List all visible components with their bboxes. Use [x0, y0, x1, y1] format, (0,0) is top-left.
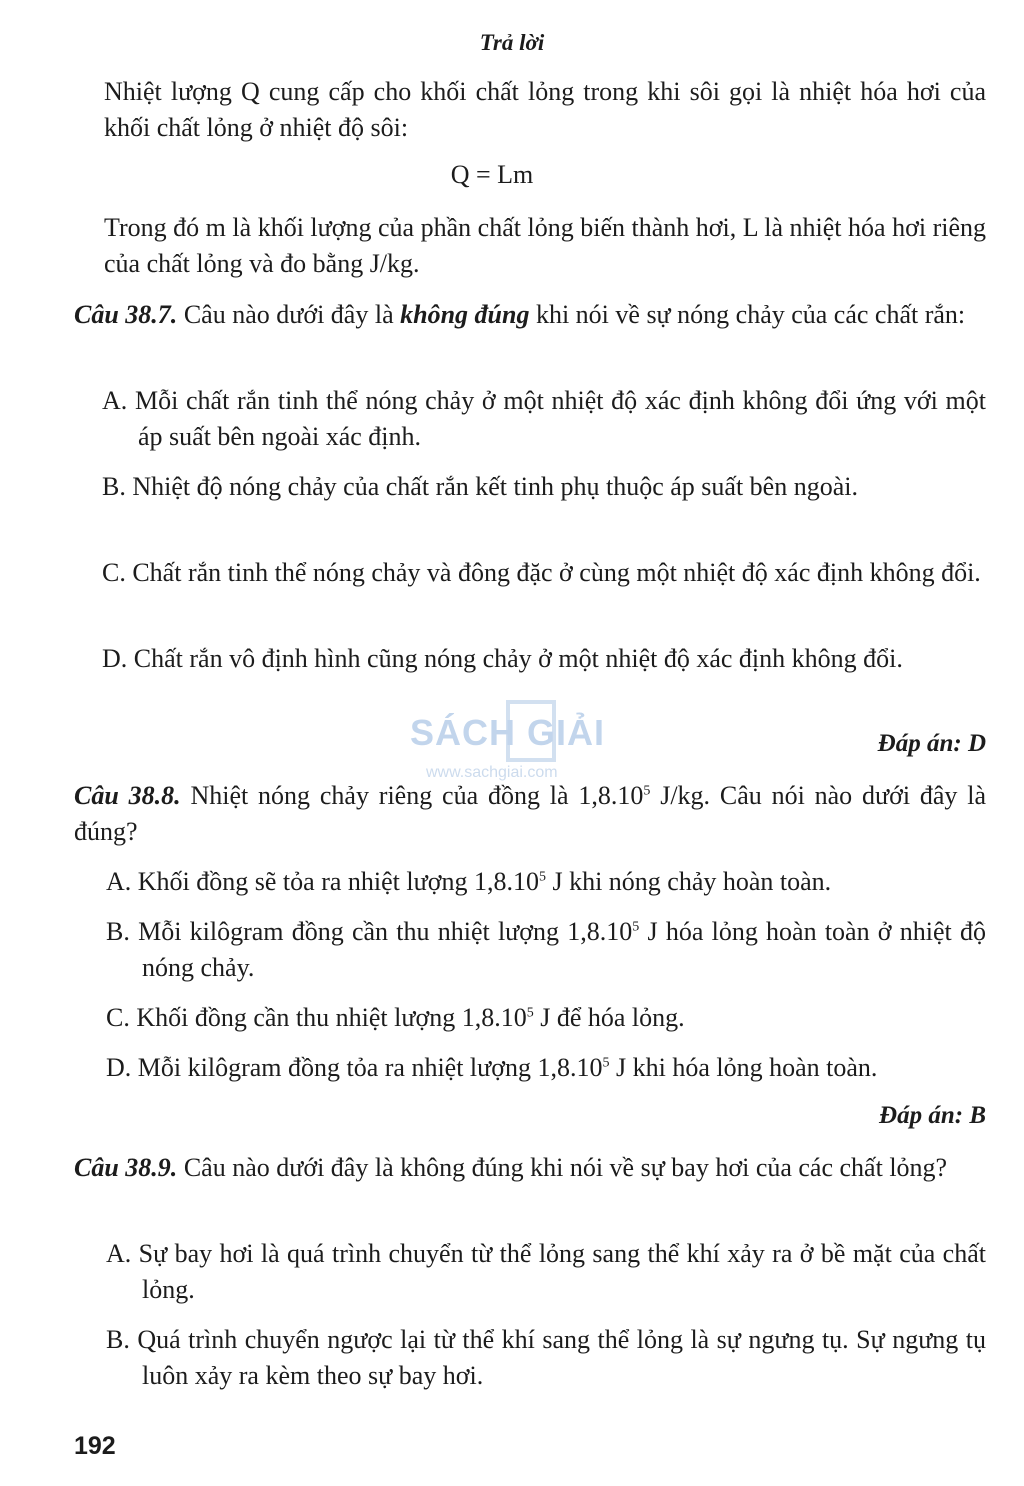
- option-c: [102, 555, 986, 591]
- heat-formula: Q = Lm: [450, 160, 534, 189]
- option-d: [106, 1050, 986, 1086]
- option-b: [102, 469, 986, 505]
- question-text: Câu nào dưới đây là không đúng khi nói về sự bay hơi của các chất lỏng?: [183, 1153, 948, 1182]
- watermark-title: SÁCH GIẢI: [410, 712, 606, 753]
- option-a: [106, 1236, 986, 1308]
- option-text: B. Nhiệt độ nóng chảy của chất rắn kết tinh phụ thuộc áp suất bên ngoài.: [102, 472, 858, 501]
- answer-38-8: Đáp án: B: [879, 1102, 986, 1129]
- answer-38-7: Đáp án: D: [877, 730, 986, 757]
- question-38-8: [74, 778, 986, 850]
- option-d: [102, 641, 986, 677]
- option-text: D. Chất rắn vô định hình cũng nóng chảy ở một nhiệt độ xác định không đổi.: [102, 644, 903, 673]
- question-text: khi nói về sự nóng chảy của các chất rắn:: [535, 300, 966, 329]
- option-a: [106, 864, 986, 900]
- option-b: [106, 914, 986, 986]
- section-heading: Trả lời: [479, 30, 545, 55]
- question-38-9: [74, 1150, 986, 1186]
- option-text: A. Sự bay hơi là quá trình chuyển từ thể lỏng sang thể khí xảy ra ở bề mặt của chất lỏng.: [106, 1239, 986, 1304]
- question-label: Câu 38.9.: [74, 1153, 178, 1182]
- question-text: Câu nào dưới đây là: [183, 300, 394, 329]
- option-text: D. Mỗi kilôgram đồng tỏa ra nhiệt lượng 1,8.10$^5$ J khi hóa lỏng hoàn toàn.: [106, 1053, 878, 1082]
- question-keyword: không đúng: [400, 300, 530, 329]
- question-38-7: [74, 297, 986, 333]
- option-b: [106, 1322, 986, 1394]
- question-text: Nhiệt nóng chảy riêng của đồng là 1,8.10: [190, 781, 644, 810]
- option-text: C. Chất rắn tinh thể nóng chảy và đông đặc ở cùng một nhiệt độ xác định không đổi.: [102, 558, 981, 587]
- option-text: B. Mỗi kilôgram đồng cần thu nhiệt lượng 1,8.10$^5$ J hóa lỏng hoàn toàn ở nhiệt độ nóng chảy.: [106, 917, 986, 982]
- watermark-url: www.sachgiai.com: [426, 764, 558, 781]
- question-label: Câu 38.8.: [74, 781, 181, 810]
- option-a: [102, 383, 986, 455]
- intro-paragraph-2: Trong đó m là khối lượng của phần chất lỏng biến thành hơi, L là nhiệt hóa hơi riêng của chất lỏng và đo bằng J/kg.: [104, 213, 986, 278]
- question-label: Câu 38.7.: [74, 300, 178, 329]
- exponent: 5: [643, 783, 651, 799]
- page-number: 192: [74, 1432, 116, 1460]
- intro-paragraph-1: Nhiệt lượng Q cung cấp cho khối chất lỏng trong khi sôi gọi là nhiệt hóa hơi của khối chất lỏng ở nhiệt độ sôi:: [104, 77, 986, 142]
- option-text: C. Khối đồng cần thu nhiệt lượng 1,8.10$^5$ J để hóa lỏng.: [106, 1003, 685, 1032]
- option-c: [106, 1000, 986, 1036]
- option-text: B. Quá trình chuyển ngược lại từ thể khí sang thể lỏng là sự ngưng tụ. Sự ngưng tụ luôn xảy ra kèm theo sự bay hơi.: [106, 1325, 986, 1390]
- option-text: A. Mỗi chất rắn tinh thể nóng chảy ở một nhiệt độ xác định không đổi ứng với một áp suất bên ngoài xác định.: [102, 386, 986, 451]
- watermark-logo: [410, 700, 620, 790]
- question-text: J/kg. Câu nói nào dưới đây là đúng?: [74, 781, 987, 846]
- option-text: A. Khối đồng sẽ tỏa ra nhiệt lượng 1,8.10$^5$ J khi nóng chảy hoàn toàn.: [106, 867, 832, 896]
